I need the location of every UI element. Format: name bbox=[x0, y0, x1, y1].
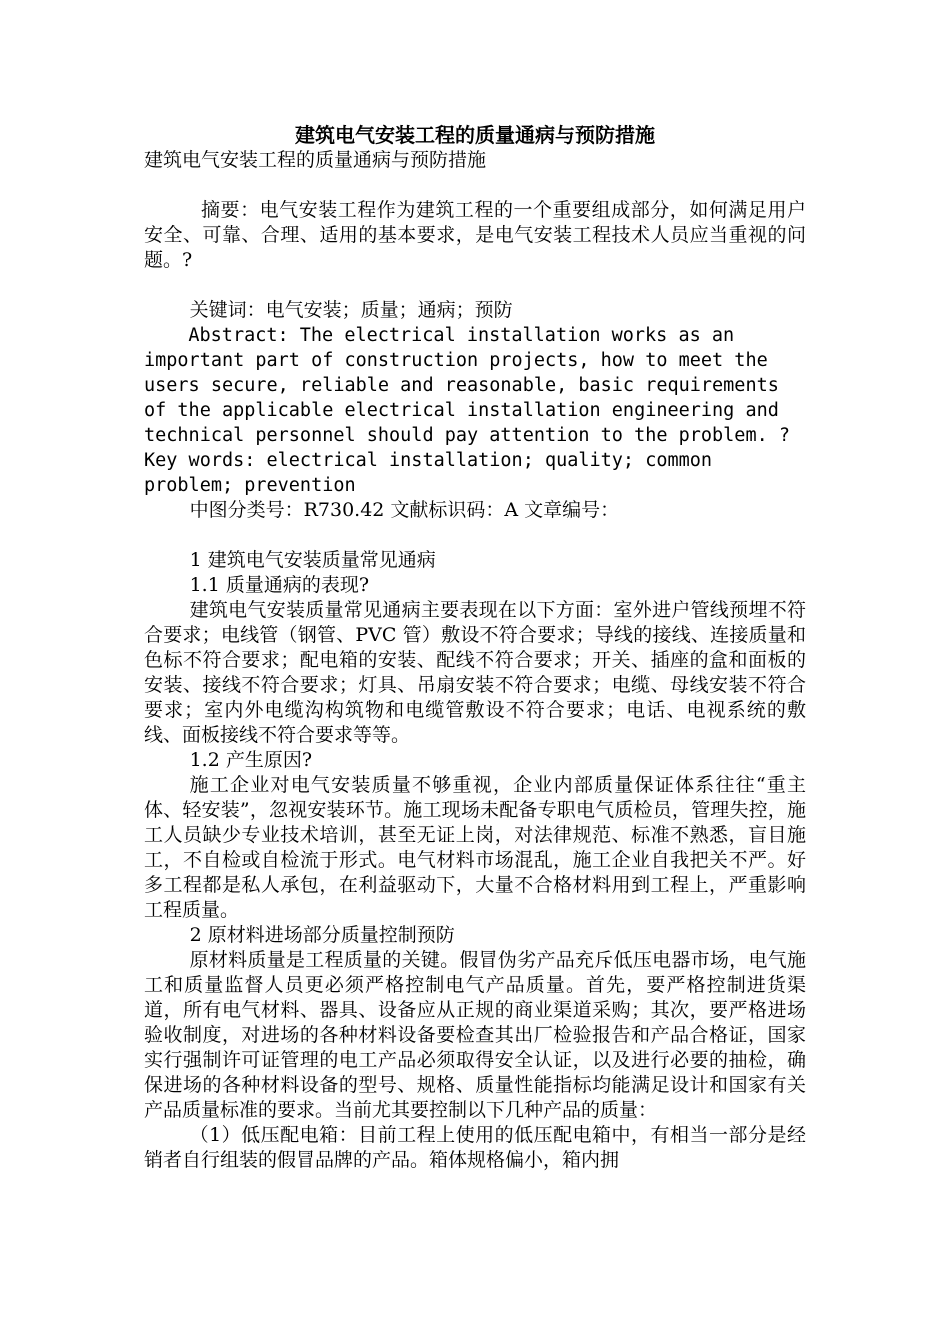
section-paragraph-2: 原材料质量是工程质量的关键。假冒伪劣产品充斥低压电器市场，电气施工和质量监督人员更必须严格控制电气产品质量。首先，要严格控制进货渠道，所有电气材料、器具、设备应从正规的商业渠道采购；其次，要严格进场验收制度，对进场的各种材料设备要检查其出厂检验报告和产品合格证，国家实行强制许可证管理的电工产品必须取得安全认证，以及进行必要的抽检，确保进场的各种材料设备的型号、规格、质量性能指标均能满足设计和国家有关产品质量标准的要求。当前尤其要控制以下几种产品的质量： bbox=[144, 949, 806, 1121]
document-subtitle: 建筑电气安装工程的质量通病与预防措施 bbox=[144, 149, 487, 171]
spacer bbox=[144, 523, 806, 548]
spacer bbox=[144, 273, 806, 298]
document-title: 建筑电气安装工程的质量通病与预防措施 bbox=[295, 123, 655, 147]
document-body bbox=[144, 122, 806, 1173]
classification-line: 中图分类号：R730.42 文献标识码：A 文章编号： bbox=[189, 499, 620, 521]
section-heading-2: 2 原材料进场部分质量控制预防 bbox=[189, 924, 455, 946]
abstract-en-paragraph: Abstract: The electrical installation works as an important part of construction projects, how to meet the users secure, reliable and reasonable, basic requirements of the applicable electrical installation engineering and technical personnel should pay attention to the problem. ? bbox=[144, 325, 791, 446]
section-paragraph-1-2: 施工企业对电气安装质量不够重视，企业内部质量保证体系往往“重主体、轻安装”，忽视安装环节。施工现场未配备专职电气质检员，管理失控，施工人员缺少专业技术培训，甚至无证上岗，对法律规范、标准不熟悉，盲目施工，不自检或自检流于形式。电气材料市场混乱，施工企业自我把关不严。好多工程都是私人承包，在利益驱动下，大量不合格材料用到工程上，严重影响工程质量。 bbox=[144, 774, 806, 921]
abstract-paragraph: 摘要：电气安装工程作为建筑工程的一个重要组成部分，如何满足用户安全、可靠、合理、适用的基本要求，是电气安装工程技术人员应当重视的问题。? bbox=[144, 199, 806, 271]
section-heading-1: 1 建筑电气安装质量常见通病 bbox=[189, 549, 436, 571]
keywords-line: 关键词：电气安装；质量；通病；预防 bbox=[189, 299, 513, 321]
spacer bbox=[144, 173, 806, 198]
section-paragraph-2-1: （1）低压配电箱：目前工程上使用的低压配电箱中，有相当一部分是经销者自行组装的假冒品牌的产品。箱体规格偏小，箱内拥 bbox=[144, 1124, 806, 1171]
section-heading-1-1: 1.1 质量通病的表现? bbox=[189, 574, 370, 596]
section-paragraph-1-1: 建筑电气安装质量常见通病主要表现在以下方面：室外进户管线预埋不符合要求；电线管（钢管、PVC 管）敷设不符合要求；导线的接线、连接质量和色标不符合要求；配电箱的安装、配线不符合要求；开关、插座的盒和面板的安装、接线不符合要求；灯具、吊扇安装不符合要求；电缆、母线安装不符合要求；室内外电缆沟构筑物和电缆管敷设不符合要求；电话、电视系统的敷线、面板接线不符合要求等等。 bbox=[144, 599, 806, 746]
section-heading-1-2: 1.2 产生原因? bbox=[189, 749, 313, 771]
keywords-en-line: Key words: electrical installation; quality; common problem; prevention bbox=[144, 450, 713, 496]
